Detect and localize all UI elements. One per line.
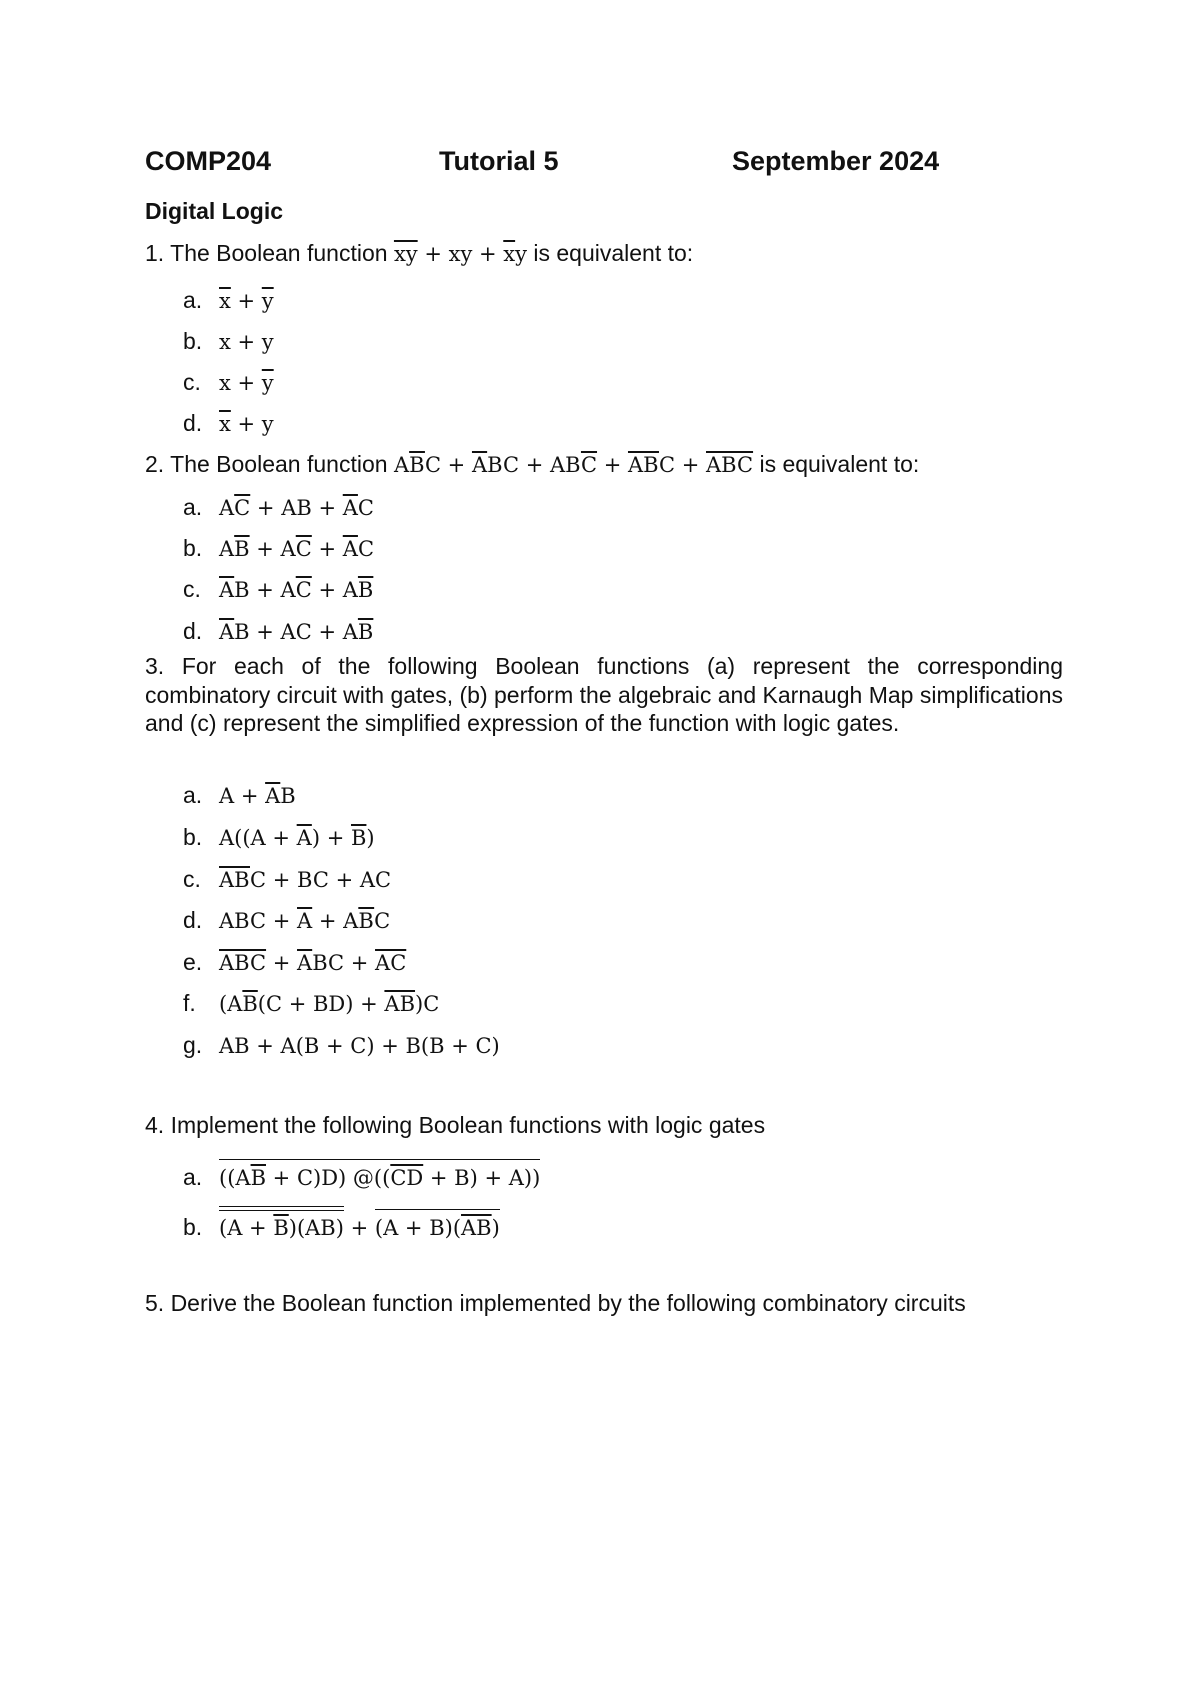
question-2-option-c: c. $\overline{A}B + A\overline{C} + A\overline{B}$ xyxy=(183,576,374,602)
tutorial-number: Tutorial 5 xyxy=(439,146,559,176)
question-3-option-c: c. $\overline{AB}C$ + BC + AC xyxy=(183,866,392,892)
question-1-expression: $\overline{xy}$ + xy + $\overline{x}y$ xyxy=(393,242,527,266)
question-1-option-c: c. $x + \overline{y}$ xyxy=(183,369,274,395)
question-3-option-d: d. ABC + $\overline{A} + A\overline{B}C$ xyxy=(183,907,391,933)
question-3-option-b: b. $A((A + \overline{A}) + \overline{B})$ xyxy=(183,824,375,850)
question-2-option-d: d. $\overline{A}B$ + AC + $A\overline{B}$ xyxy=(183,618,374,644)
question-2: 2. The Boolean function $A\overline{B}C + \overline{A}BC + AB\overline{C} + \overline{AB}C + \overline{ABC}$ is equivalent to: xyxy=(145,451,920,477)
section-title: Digital Logic xyxy=(145,198,283,224)
question-2-option-b: b. $A\overline{B} + A\overline{C} + \overline{A}C$ xyxy=(183,535,375,561)
question-3: 3. For each of the following Boolean functions (a) represent the corresponding combinatory circuit with gates, (b) perform the algebraic and Karnaugh Map simplifications and (c) represent the simplified expression of the function with logic gates. xyxy=(145,653,1063,736)
question-1-option-d: d. $\overline{x} + y$ xyxy=(183,410,274,436)
question-1 xyxy=(145,238,693,269)
question-1-option-a: a. $\overline{x} + \overline{y}$ xyxy=(183,287,274,313)
question-3-option-g: g. AB + A(B + C) + B(B + C) xyxy=(183,1032,500,1058)
question-1-prefix: 1. The Boolean function xyxy=(145,240,394,266)
question-4-option-b: b. $(A + \overline{B})(AB) + (A + B)(\overline{AB})$ xyxy=(183,1212,500,1243)
course-code: COMP204 xyxy=(145,146,272,176)
question-1-suffix: is equivalent to: xyxy=(526,240,694,266)
question-2-option-a: a. $A\overline{C}$ + AB + $\overline{A}C$ xyxy=(183,494,374,520)
question-3-option-e: e. $\overline{ABC} + \overline{A}BC + \overline{AC}$ xyxy=(183,949,407,975)
header xyxy=(145,146,965,186)
question-4: 4. Implement the following Boolean functions with logic gates xyxy=(145,1112,766,1138)
question-4-option-a: a. $((A\overline{B} + C)D)$ $@((\overline{CD} + B) + A)$) xyxy=(183,1162,540,1193)
date: September 2024 xyxy=(732,146,940,176)
question-3-option-a: a. $A + \overline{A}B$ xyxy=(183,782,296,808)
question-1-option-b: b. x + y xyxy=(183,328,274,354)
question-5: 5. Derive the Boolean function implemented by the following combinatory circuits xyxy=(145,1290,966,1316)
question-2-expression: $A\overline{B}C + \overline{A}BC + AB\overline{C} + \overline{AB}C + \overline{ABC}$ xyxy=(393,453,754,477)
question-3-option-f: f. $(A\overline{B}(C + BD) + \overline{AB})C$ xyxy=(183,990,440,1016)
